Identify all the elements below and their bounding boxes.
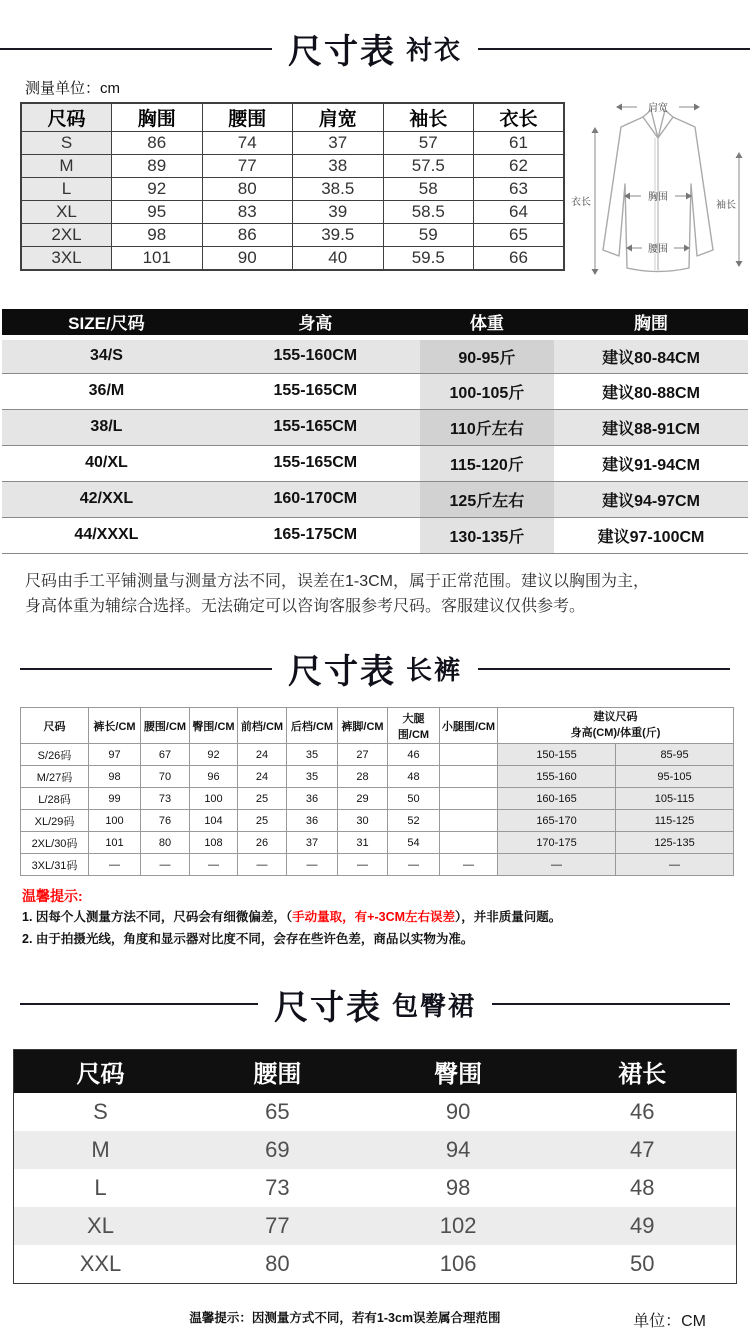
table-cell: 125斤左右 — [420, 481, 554, 517]
divider-line — [492, 1003, 730, 1005]
table-cell: 89 — [112, 155, 203, 178]
table-cell: 69 — [187, 1131, 368, 1169]
diagram-label-chest: 胸围 — [648, 192, 668, 203]
table-cell: 47 — [549, 1131, 737, 1169]
table-cell: 3XL — [21, 247, 112, 270]
table-cell: 29 — [338, 788, 388, 810]
table-cell: — — [498, 854, 616, 876]
table-header-cell: 腰围 — [202, 103, 293, 132]
table-cell: 155-160 — [498, 766, 616, 788]
table-cell: 100 — [89, 810, 141, 832]
table-cell: 66 — [474, 247, 565, 270]
table-cell: 40 — [293, 247, 384, 270]
table-cell: 96 — [190, 766, 238, 788]
table-cell: 115-125 — [616, 810, 734, 832]
table-cell: 73 — [141, 788, 190, 810]
tip-text: 1. 因每个人测量方法不同，尺码会有细微偏差，（ — [22, 910, 293, 925]
table-cell: 100-105斤 — [420, 373, 554, 409]
table-cell: 105-115 — [616, 788, 734, 810]
warm-tip-1 — [22, 907, 750, 928]
table-cell: 52 — [388, 810, 440, 832]
table-cell: 35 — [287, 766, 338, 788]
shirt-size-area — [0, 102, 750, 283]
table-cell — [440, 766, 498, 788]
table-row — [21, 854, 734, 876]
table-cell: 59.5 — [383, 247, 474, 270]
table-cell: 106 — [439, 1251, 477, 1277]
table-row — [21, 224, 564, 247]
page-footer — [0, 1308, 750, 1329]
measure-unit-note: 测量单位：cm — [25, 80, 120, 97]
shirt-size-table — [20, 102, 565, 271]
table-cell: 3XL/31码 — [21, 854, 89, 876]
table-cell: — — [287, 854, 338, 876]
table-cell: 61 — [474, 132, 565, 155]
table-cell: 建议80-84CM — [554, 337, 748, 373]
table-cell: — — [89, 854, 141, 876]
section-title-main: 尺寸表 — [274, 988, 382, 1027]
table-header-cell: 胸围 — [112, 103, 203, 132]
table-header-cell: 腰围/CM — [141, 708, 190, 744]
table-cell: 42/XXL — [2, 481, 211, 517]
table-cell: 64 — [474, 201, 565, 224]
table-cell: 97 — [89, 744, 141, 766]
section-title-main: 尺寸表 — [288, 33, 396, 71]
table-header-cell: 腰围 — [187, 1049, 368, 1093]
measurement-note-line2: 身高体重为辅综合选择。无法确定可以咨询客服参考尺码。客服建议仅供参考。 — [25, 598, 586, 616]
table-cell: 54 — [388, 832, 440, 854]
table-header-cell: 后档/CM — [287, 708, 338, 744]
table-cell: 98 — [89, 766, 141, 788]
table-cell: M — [21, 155, 112, 178]
table-cell: 40/XL — [2, 445, 211, 481]
table-cell: 102 — [368, 1207, 549, 1245]
table-cell — [440, 744, 498, 766]
table-row — [14, 1169, 737, 1207]
table-cell: 34/S — [2, 337, 211, 373]
table-header-cell: 大腿围/CM — [388, 708, 440, 744]
table-row — [21, 708, 734, 744]
table-cell: 104 — [190, 810, 238, 832]
table-cell: 30 — [338, 810, 388, 832]
table-cell: L/28码 — [21, 788, 89, 810]
table-cell: 39.5 — [293, 224, 384, 247]
tip-text: ），并非质量问题。 — [455, 910, 562, 925]
table-header-cell: 身高 — [211, 309, 420, 337]
table-row — [2, 517, 748, 553]
table-cell: 38 — [293, 155, 384, 178]
table-row — [2, 337, 748, 373]
table-cell: 95-105 — [616, 766, 734, 788]
table-cell: 155-165CM — [211, 373, 420, 409]
table-cell: 100 — [190, 788, 238, 810]
table-row — [21, 155, 564, 178]
table-cell: 37 — [287, 832, 338, 854]
footer-unit: 单位：CM — [633, 1312, 706, 1330]
table-cell — [440, 788, 498, 810]
table-cell: 37 — [293, 132, 384, 155]
table-cell: 建议91-94CM — [554, 445, 748, 481]
table-cell — [440, 810, 498, 832]
table-cell: L — [21, 178, 112, 201]
table-cell: 65 — [265, 1099, 290, 1125]
pants-size-table — [20, 707, 734, 876]
table-cell: 62 — [474, 155, 565, 178]
table-row — [14, 1131, 737, 1169]
table-cell: 24 — [238, 744, 287, 766]
table-cell: 77 — [187, 1207, 368, 1245]
table-cell: — — [338, 854, 388, 876]
section-title-sub: 包臀裙 — [392, 990, 477, 1021]
table-cell: M/27码 — [21, 766, 89, 788]
table-cell: 101 — [112, 247, 203, 270]
table-cell: 94 — [368, 1131, 549, 1169]
table-row — [21, 766, 734, 788]
table-cell: XL/29码 — [21, 810, 89, 832]
section-title-sub: 长裤 — [406, 655, 463, 686]
table-cell: 98 — [112, 224, 203, 247]
warm-tip-2: 2. 由于拍摄光线，角度和显示器对比度不同，会存在些许色差，商品以实物为准。 — [22, 931, 474, 946]
table-cell: 165-170 — [498, 810, 616, 832]
table-cell — [440, 832, 498, 854]
table-cell: 160-165 — [498, 788, 616, 810]
table-cell: — — [616, 854, 734, 876]
table-header-cell: 体重 — [420, 309, 554, 337]
table-cell: 44/XXXL — [2, 517, 211, 553]
table-row — [2, 309, 748, 337]
table-row — [21, 247, 564, 270]
table-cell: 46 — [630, 1099, 655, 1125]
table-cell: 建议97-100CM — [554, 517, 748, 553]
table-cell: S — [93, 1099, 108, 1125]
table-cell: 125-135 — [616, 832, 734, 854]
table-cell: 50 — [630, 1251, 655, 1277]
table-row — [21, 788, 734, 810]
table-header-cell: SIZE/尺码 — [2, 309, 211, 337]
table-cell: 74 — [202, 132, 293, 155]
table-row — [2, 445, 748, 481]
table-cell: 73 — [265, 1175, 290, 1201]
table-cell: S — [21, 132, 112, 155]
advice-header-cell — [498, 708, 734, 744]
table-cell: XXL — [79, 1251, 122, 1277]
table-row — [2, 409, 748, 445]
table-cell: 90 — [202, 247, 293, 270]
table-header-cell: 尺码 — [21, 708, 89, 744]
table-cell: 160-170CM — [211, 481, 420, 517]
table-header-cell: 衣长 — [474, 103, 565, 132]
table-cell: 115-120斤 — [420, 445, 554, 481]
divider-line — [478, 48, 750, 50]
table-cell: 2XL — [21, 224, 112, 247]
table-cell: 170-175 — [498, 832, 616, 854]
table-cell: 57.5 — [383, 155, 474, 178]
table-cell: 67 — [141, 744, 190, 766]
table-cell: 80 — [202, 178, 293, 201]
table-cell: 59 — [383, 224, 474, 247]
table-cell: 83 — [202, 201, 293, 224]
table-cell: 24 — [238, 766, 287, 788]
table-header-cell: 臀围/CM — [190, 708, 238, 744]
table-cell: 70 — [141, 766, 190, 788]
table-cell: 86 — [112, 132, 203, 155]
table-cell: M — [14, 1131, 188, 1169]
table-cell: 建议80-88CM — [554, 373, 748, 409]
table-cell: 39 — [293, 201, 384, 224]
table-header-cell: 肩宽 — [293, 103, 384, 132]
table-row — [14, 1093, 737, 1131]
table-cell: 35 — [287, 744, 338, 766]
size-recommend-table — [2, 309, 748, 554]
warm-tips — [22, 886, 750, 950]
table-cell: 26 — [238, 832, 287, 854]
table-cell: 25 — [238, 788, 287, 810]
table-cell: 155-165CM — [211, 409, 420, 445]
table-cell: 165-175CM — [211, 517, 420, 553]
table-cell: 110斤左右 — [420, 409, 554, 445]
diagram-label-shoulder: 肩宽 — [648, 103, 668, 114]
table-cell: 80 — [141, 832, 190, 854]
table-row — [21, 201, 564, 224]
advice-header-bottom: 身高(CM)/体重(斤) — [570, 726, 661, 739]
table-header-cell: 尺码 — [21, 103, 112, 132]
table-cell: 31 — [338, 832, 388, 854]
table-cell: XL — [14, 1207, 188, 1245]
table-cell: 48 — [630, 1175, 655, 1201]
table-row — [21, 810, 734, 832]
table-cell: 50 — [388, 788, 440, 810]
pants-section-title — [0, 644, 750, 693]
advice-header-top: 建议尺码 — [593, 710, 638, 723]
table-cell: 49 — [549, 1207, 737, 1245]
table-row — [21, 103, 564, 132]
table-cell: S/26码 — [21, 744, 89, 766]
table-row — [21, 178, 564, 201]
table-cell: 25 — [238, 810, 287, 832]
table-cell: 76 — [141, 810, 190, 832]
table-header-cell: 裤脚/CM — [338, 708, 388, 744]
table-cell: 90-95斤 — [420, 337, 554, 373]
table-cell: 95 — [112, 201, 203, 224]
table-row — [21, 132, 564, 155]
table-row — [21, 744, 734, 766]
table-cell: 90 — [445, 1099, 471, 1125]
table-cell: 38/L — [2, 409, 211, 445]
table-cell: 155-165CM — [211, 445, 420, 481]
table-cell: 建议88-91CM — [554, 409, 748, 445]
table-cell: 98 — [445, 1175, 471, 1201]
table-cell: — — [440, 854, 498, 876]
section-title-sub: 衬衣 — [406, 35, 463, 65]
table-cell: 48 — [388, 766, 440, 788]
table-header-cell: 小腿围/CM — [440, 708, 498, 744]
table-cell: XL — [21, 201, 112, 224]
table-cell: 92 — [190, 744, 238, 766]
table-cell: — — [238, 854, 287, 876]
table-cell: 63 — [474, 178, 565, 201]
measurement-note-line1: 尺码由手工平铺测量与测量方法不同，误差在1-3CM，属于正常范围。建议以胸围为主， — [25, 572, 650, 590]
table-cell: 57 — [383, 132, 474, 155]
skirt-size-table — [13, 1049, 737, 1284]
tip-text-red: 手动量取，有+-3CM左右误差 — [292, 910, 456, 925]
table-row — [14, 1049, 737, 1093]
table-cell: 150-155 — [498, 744, 616, 766]
table-header-cell: 胸围 — [554, 309, 748, 337]
table-row — [14, 1245, 737, 1283]
table-row — [2, 481, 748, 517]
table-cell: 58.5 — [383, 201, 474, 224]
table-header-cell: 前档/CM — [238, 708, 287, 744]
table-cell: 130-135斤 — [420, 517, 554, 553]
diagram-label-sleeve: 袖长 — [716, 200, 736, 211]
table-header-cell: 裤长/CM — [89, 708, 141, 744]
diagram-label-waist: 腰围 — [648, 244, 668, 255]
table-cell: 65 — [474, 224, 565, 247]
divider-line — [20, 1003, 258, 1005]
footer-tip: 温馨提示：因测量方式不同，若有1-3cm误差属合理范围 — [189, 1310, 501, 1325]
table-cell: 108 — [190, 832, 238, 854]
table-cell: 36 — [287, 788, 338, 810]
table-cell: 155-160CM — [211, 337, 420, 373]
table-cell: 58 — [383, 178, 474, 201]
section-title-main: 尺寸表 — [288, 653, 396, 692]
table-row — [2, 373, 748, 409]
skirt-section-title — [0, 980, 750, 1029]
table-cell: 85-95 — [616, 744, 734, 766]
table-row — [21, 832, 734, 854]
shirt-section-title — [0, 24, 750, 73]
table-cell: 2XL/30码 — [21, 832, 89, 854]
table-cell: — — [388, 854, 440, 876]
table-cell: L — [94, 1175, 107, 1201]
table-cell: 27 — [338, 744, 388, 766]
table-cell: 86 — [202, 224, 293, 247]
diagram-label-length: 衣长 — [571, 197, 591, 208]
table-cell: — — [141, 854, 190, 876]
table-header-cell: 袖长 — [383, 103, 474, 132]
table-cell: 99 — [89, 788, 141, 810]
warm-tips-title: 温馨提示: — [22, 888, 83, 905]
table-cell: 77 — [202, 155, 293, 178]
table-cell: 101 — [89, 832, 141, 854]
table-cell: 80 — [265, 1251, 290, 1277]
divider-line — [478, 668, 730, 670]
table-cell: 建议94-97CM — [554, 481, 748, 517]
shirt-measure-diagram-icon — [571, 98, 746, 283]
table-header-cell: 尺码 — [14, 1049, 188, 1093]
table-cell: 92 — [112, 178, 203, 201]
table-header-cell: 裙长 — [549, 1049, 737, 1093]
table-cell: 36 — [287, 810, 338, 832]
divider-line — [0, 48, 272, 50]
table-header-cell: 臀围 — [368, 1049, 549, 1093]
table-cell: 38.5 — [293, 178, 384, 201]
table-cell: 28 — [338, 766, 388, 788]
table-cell: 36/M — [2, 373, 211, 409]
measurement-note — [25, 569, 750, 621]
table-cell: 46 — [388, 744, 440, 766]
table-cell: — — [190, 854, 238, 876]
divider-line — [20, 668, 272, 670]
table-row — [14, 1207, 737, 1245]
